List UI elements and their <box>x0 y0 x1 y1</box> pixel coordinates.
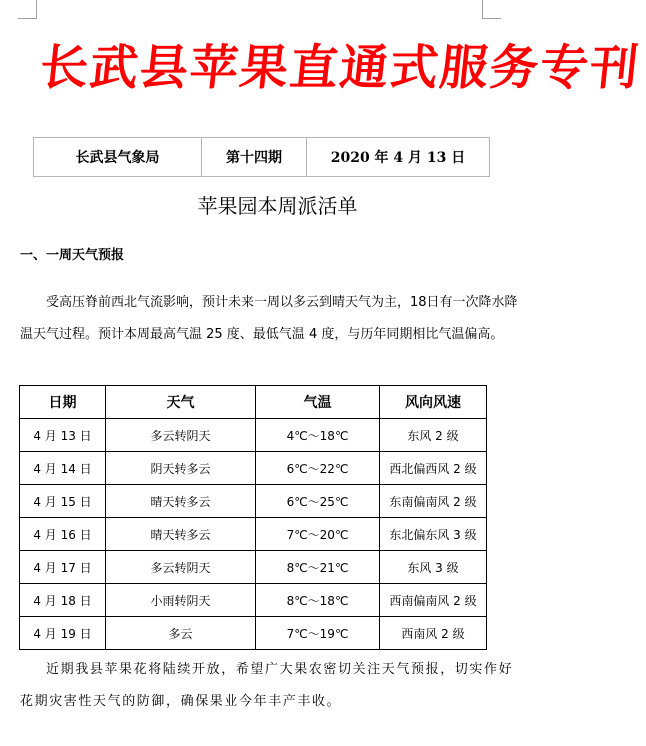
cell-temperature: 7℃～20℃ <box>256 518 380 551</box>
advice-text: 近期我县苹果花将陆续开放，希望广大果农密切关注天气预报，切实作好花期灾害性天气的防御，确保果业今年丰产丰收。 <box>20 662 514 709</box>
page-title: 苹果园本周派活单 <box>197 194 358 218</box>
crop-mark-top-left <box>18 0 37 19</box>
cell-date: 4 月 14 日 <box>20 452 106 485</box>
cell-date: 4 月 18 日 <box>20 584 106 617</box>
header-date: 日期 <box>20 386 106 419</box>
forecast-summary-text: 受高压脊前西北气流影响，预计未来一周以多云到晴天气为主，18日有一次降水降温天气过程。预计本周最高气温 25 度、最低气温 4 度，与历年同期相比气温偏高。 <box>20 295 518 342</box>
header-temperature: 气温 <box>256 386 380 419</box>
forecast-table <box>19 385 487 650</box>
cell-wind: 西北偏西风 2 级 <box>380 452 487 485</box>
table-row <box>20 452 487 485</box>
cell-temperature: 6℃～25℃ <box>256 485 380 518</box>
table-row <box>20 551 487 584</box>
cell-temperature: 8℃～21℃ <box>256 551 380 584</box>
agency-name: 长武县气象局 <box>34 138 202 177</box>
table-header-row <box>20 386 487 419</box>
header-wind: 风向风速 <box>380 386 487 419</box>
cell-date: 4 月 15 日 <box>20 485 106 518</box>
cell-wind: 东北偏东风 3 级 <box>380 518 487 551</box>
info-bar <box>33 137 490 177</box>
cell-weather: 多云转阴天 <box>106 551 256 584</box>
forecast-summary <box>20 287 520 351</box>
cell-wind: 西南风 2 级 <box>380 617 487 650</box>
cell-date: 4 月 17 日 <box>20 551 106 584</box>
advice-paragraph <box>20 654 520 718</box>
cell-date: 4 月 19 日 <box>20 617 106 650</box>
cell-weather: 多云 <box>106 617 256 650</box>
cell-wind: 东南偏南风 2 级 <box>380 485 487 518</box>
issue-number: 第十四期 <box>202 138 307 177</box>
cell-weather: 小雨转阴天 <box>106 584 256 617</box>
cell-temperature: 7℃～19℃ <box>256 617 380 650</box>
cell-wind: 西南偏南风 2 级 <box>380 584 487 617</box>
table-row <box>20 584 487 617</box>
cell-weather: 阴天转多云 <box>106 452 256 485</box>
cell-weather: 晴天转多云 <box>106 518 256 551</box>
issue-date: 2020 年 4 月 13 日 <box>307 138 490 177</box>
cell-temperature: 4℃～18℃ <box>256 419 380 452</box>
table-row <box>20 485 487 518</box>
header-weather: 天气 <box>106 386 256 419</box>
cell-wind: 东风 2 级 <box>380 419 487 452</box>
table-row <box>20 617 487 650</box>
cell-temperature: 6℃～22℃ <box>256 452 380 485</box>
masthead: 长武县苹果直通式服务专刊 <box>37 40 643 96</box>
cell-temperature: 8℃～18℃ <box>256 584 380 617</box>
table-row <box>20 419 487 452</box>
cell-weather: 多云转阴天 <box>106 419 256 452</box>
cell-weather: 晴天转多云 <box>106 485 256 518</box>
section-heading: 一、一周天气预报 <box>20 248 125 263</box>
cell-date: 4 月 13 日 <box>20 419 106 452</box>
cell-wind: 东风 3 级 <box>380 551 487 584</box>
table-row <box>20 518 487 551</box>
cell-date: 4 月 16 日 <box>20 518 106 551</box>
